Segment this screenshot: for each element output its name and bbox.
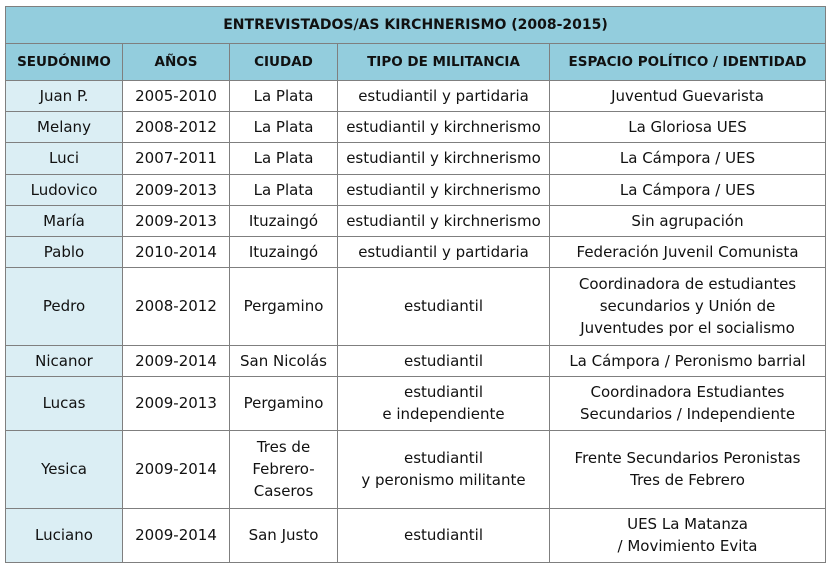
cell-espacio-line: Frente Secundarios Peronistas (574, 449, 801, 468)
cell-espacio-line: Federación Juvenil Comunista (576, 243, 799, 262)
cell-militancia-line: estudiantil y partidaria (358, 243, 529, 262)
cell-militancia (338, 205, 550, 236)
cell-anos: 2009-2014 (123, 431, 230, 508)
header-tipo-militancia: TIPO DE MILITANCIA (338, 44, 550, 81)
cell-espacio-line: La Cámpora / UES (619, 149, 756, 168)
cell-anos: 2009-2013 (123, 174, 230, 205)
cell-ciudad (230, 345, 338, 376)
cell-espacio (550, 112, 826, 143)
cell-militancia-line: estudiantil (403, 297, 484, 316)
cell-ciudad (230, 112, 338, 143)
cell-espacio (550, 174, 826, 205)
cell-militancia-line: estudiantil y kirchnerismo (346, 149, 541, 168)
cell-anos: 2009-2014 (123, 508, 230, 562)
cell-espacio-line: La Cámpora / UES (619, 180, 756, 199)
cell-espacio-line: Tres de Febrero (630, 471, 745, 490)
cell-espacio-line: Juventudes por el socialismo (580, 319, 795, 338)
cell-militancia (338, 431, 550, 508)
table-row (6, 345, 826, 376)
cell-militancia (338, 268, 550, 345)
table-row (6, 81, 826, 112)
cell-ciudad-line: Pergamino (243, 394, 324, 413)
cell-anos: 2009-2013 (123, 205, 230, 236)
cell-ciudad (230, 508, 338, 562)
cell-espacio-line: La Cámpora / Peronismo barrial (569, 351, 806, 370)
cell-militancia-line: estudiantil y partidaria (358, 87, 529, 106)
cell-anos: 2008-2012 (123, 112, 230, 143)
table-row (6, 205, 826, 236)
cell-ciudad-line: Caseros (253, 482, 314, 501)
cell-espacio-line: secundarios y Unión de (599, 297, 776, 316)
table-row (6, 236, 826, 267)
header-ciudad: CIUDAD (230, 44, 338, 81)
cell-militancia-line: estudiantil (403, 351, 484, 370)
cell-ciudad-line: Pergamino (243, 297, 324, 316)
cell-espacio (550, 143, 826, 174)
cell-militancia (338, 236, 550, 267)
table-row (6, 376, 826, 430)
cell-espacio (550, 508, 826, 562)
cell-militancia-line: estudiantil (403, 449, 484, 468)
table-row (6, 174, 826, 205)
cell-espacio-line: Juventud Guevarista (611, 87, 764, 106)
cell-militancia-line: estudiantil y kirchnerismo (346, 180, 541, 199)
cell-ciudad-line: La Plata (253, 180, 314, 199)
cell-ciudad-line: Ituzaingó (248, 211, 319, 230)
cell-ciudad (230, 143, 338, 174)
cell-militancia-line: estudiantil (403, 526, 484, 545)
cell-militancia-line: estudiantil (403, 383, 484, 402)
cell-ciudad-line: Febrero- (252, 460, 315, 479)
cell-seudonimo: Melany (6, 112, 123, 143)
table-row (6, 112, 826, 143)
cell-espacio (550, 376, 826, 430)
cell-ciudad-line: La Plata (253, 118, 314, 137)
cell-espacio-line: Coordinadora de estudiantes (578, 275, 797, 294)
cell-anos: 2009-2013 (123, 376, 230, 430)
cell-seudonimo: Luci (6, 143, 123, 174)
cell-espacio-line: Secundarios / Independiente (579, 405, 796, 424)
cell-espacio-line: UES La Matanza (627, 515, 748, 534)
cell-ciudad (230, 81, 338, 112)
cell-seudonimo: María (6, 205, 123, 236)
table-row (6, 143, 826, 174)
cell-anos: 2010-2014 (123, 236, 230, 267)
header-seudonimo: SEUDÓNIMO (6, 44, 123, 81)
cell-espacio-line: Sin agrupación (631, 211, 744, 230)
cell-anos: 2005-2010 (123, 81, 230, 112)
table-row (6, 508, 826, 562)
cell-espacio (550, 236, 826, 267)
cell-seudonimo: Ludovico (6, 174, 123, 205)
cell-anos: 2009-2014 (123, 345, 230, 376)
cell-ciudad-line: San Nicolás (240, 351, 327, 370)
cell-militancia (338, 81, 550, 112)
cell-seudonimo: Luciano (6, 508, 123, 562)
cell-ciudad-line: San Justo (248, 526, 319, 545)
cell-militancia (338, 112, 550, 143)
header-anos: AÑOS (123, 44, 230, 81)
cell-ciudad (230, 205, 338, 236)
cell-militancia (338, 143, 550, 174)
cell-espacio (550, 431, 826, 508)
cell-ciudad (230, 431, 338, 508)
cell-espacio (550, 205, 826, 236)
cell-seudonimo: Yesica (6, 431, 123, 508)
cell-seudonimo: Nicanor (6, 345, 123, 376)
cell-ciudad-line: La Plata (253, 87, 314, 106)
table-row (6, 268, 826, 345)
interviewees-table (5, 6, 826, 563)
cell-espacio-line: / Movimiento Evita (617, 537, 758, 556)
cell-militancia-line: estudiantil y kirchnerismo (346, 211, 541, 230)
cell-militancia (338, 345, 550, 376)
cell-seudonimo: Juan P. (6, 81, 123, 112)
cell-seudonimo: Pedro (6, 268, 123, 345)
cell-espacio-line: Coordinadora Estudiantes (590, 383, 785, 402)
cell-espacio-line: La Gloriosa UES (628, 118, 747, 137)
cell-militancia-line: estudiantil y kirchnerismo (346, 118, 541, 137)
cell-ciudad (230, 174, 338, 205)
cell-ciudad (230, 376, 338, 430)
cell-ciudad (230, 268, 338, 345)
cell-ciudad-line: Tres de (256, 438, 311, 457)
table-title: ENTREVISTADOS/AS KIRCHNERISMO (2008-2015) (6, 7, 826, 44)
header-espacio-politico: ESPACIO POLÍTICO / IDENTIDAD (550, 44, 826, 81)
cell-espacio (550, 268, 826, 345)
header-row (6, 44, 826, 81)
cell-anos: 2008-2012 (123, 268, 230, 345)
cell-anos: 2007-2011 (123, 143, 230, 174)
cell-seudonimo: Lucas (6, 376, 123, 430)
cell-espacio (550, 81, 826, 112)
cell-ciudad-line: La Plata (253, 149, 314, 168)
cell-seudonimo: Pablo (6, 236, 123, 267)
cell-militancia-line: y peronismo militante (361, 471, 526, 490)
cell-ciudad-line: Ituzaingó (248, 243, 319, 262)
cell-espacio (550, 345, 826, 376)
cell-militancia (338, 508, 550, 562)
cell-militancia (338, 376, 550, 430)
table-row (6, 431, 826, 508)
cell-militancia-line: e independiente (382, 405, 505, 424)
cell-ciudad (230, 236, 338, 267)
cell-militancia (338, 174, 550, 205)
